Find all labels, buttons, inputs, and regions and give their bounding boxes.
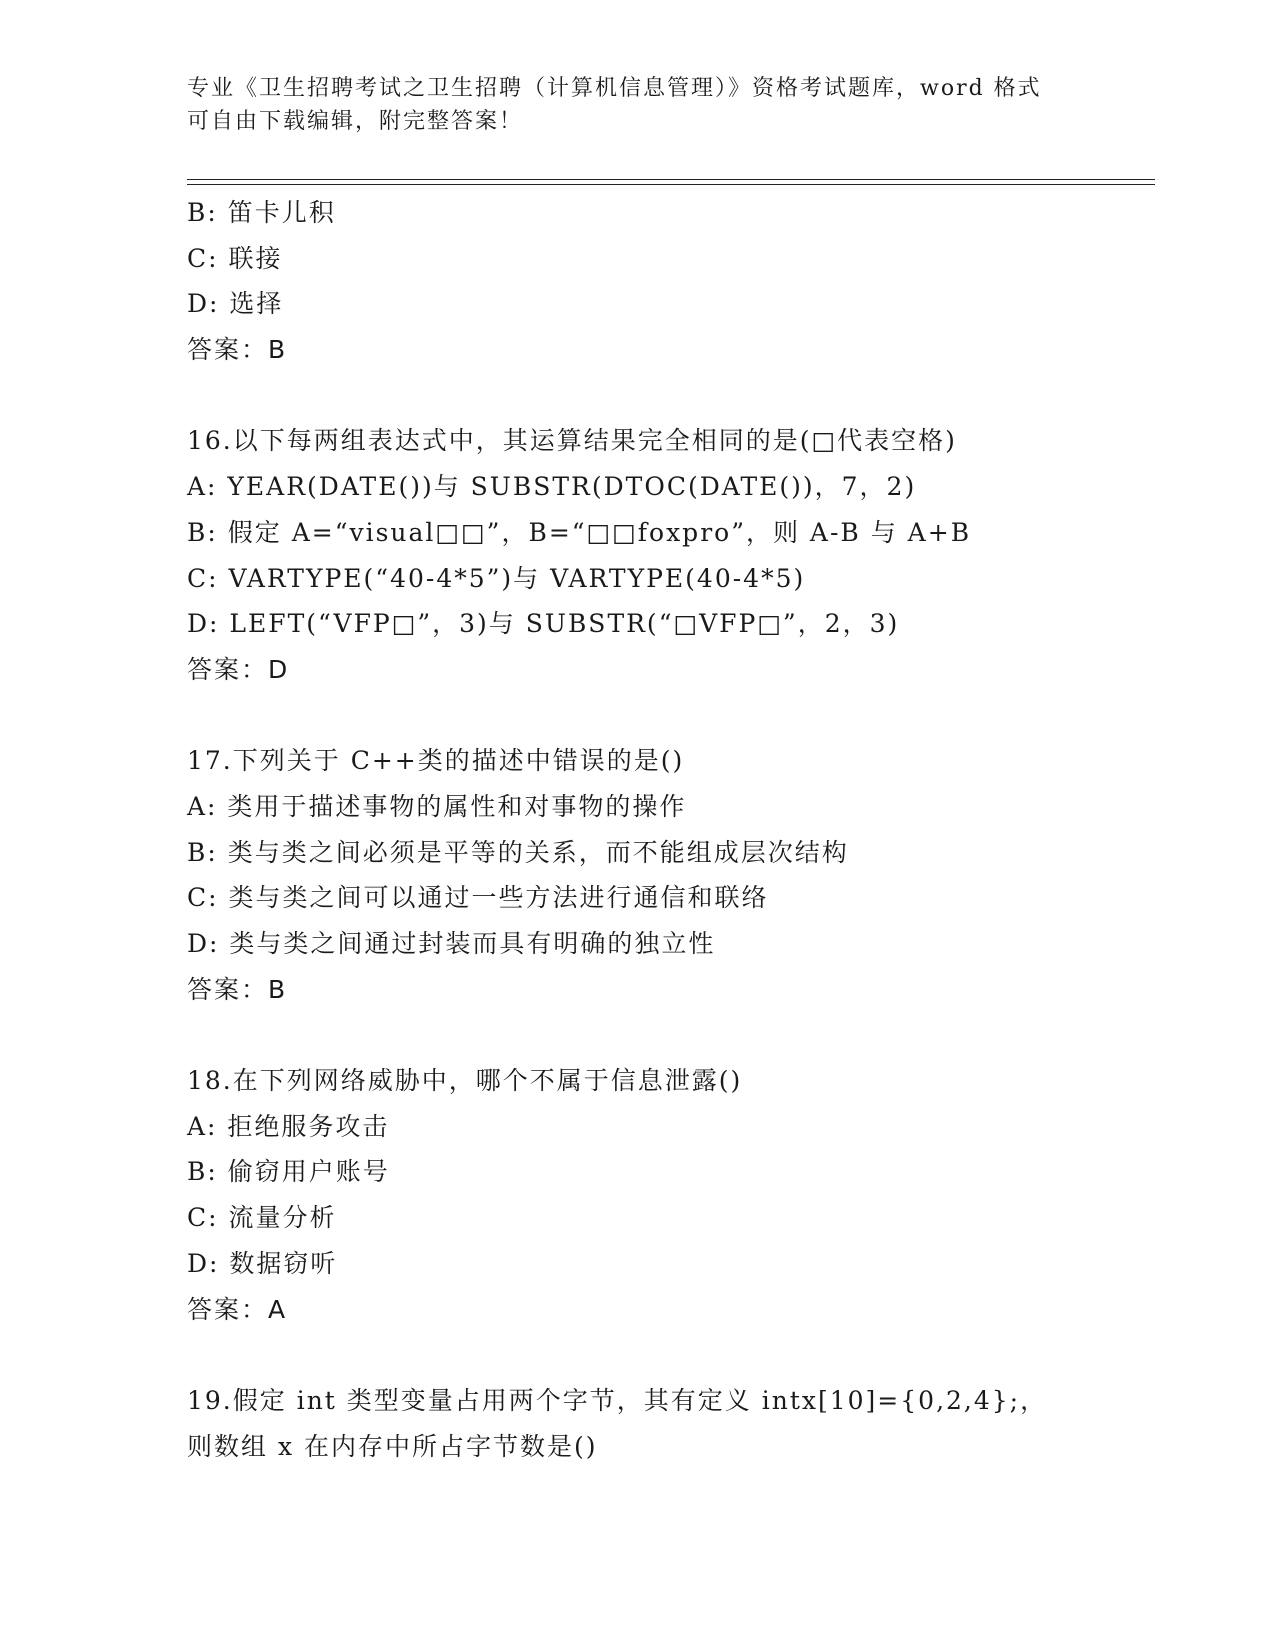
option-a: A: 类用于描述事物的属性和对事物的操作: [187, 791, 687, 821]
option-b: B: 偷窃用户账号: [187, 1157, 390, 1187]
header-rule-bottom: [187, 184, 1155, 185]
answer: 答案：B: [187, 974, 288, 1004]
document-header: [187, 72, 1087, 138]
option-d: D: LEFT(“VFP□”，3)与 SUBSTR(“□VFP□”，2，3): [187, 609, 900, 639]
spacer: [187, 373, 1147, 419]
option-c: C: VARTYPE(“40-4*5”)与 VARTYPE(40-4*5): [187, 563, 806, 593]
option-d: D: 数据窃听: [187, 1248, 338, 1278]
spacer: [187, 1332, 1147, 1378]
option-a: A: YEAR(DATE())与 SUBSTR(DTOC(DATE())，7，2): [187, 472, 917, 502]
question-16: [187, 418, 1147, 692]
question-text: 17.下列关于 C++类的描述中错误的是(): [187, 746, 685, 776]
header-line-1: 专业《卫生招聘考试之卫生招聘（计算机信息管理）》资格考试题库，word 格式: [187, 76, 1042, 101]
question-18: [187, 1058, 1147, 1332]
question-15-tail: [187, 190, 1147, 373]
question-text-line-1: 19.假定 int 类型变量占用两个字节，其有定义 intx[10]={0,2,4};，: [187, 1385, 1048, 1415]
option-b: B: 类与类之间必须是平等的关系，而不能组成层次结构: [187, 837, 849, 867]
option-c: C: 类与类之间可以通过一些方法进行通信和联络: [187, 883, 769, 913]
option-d: D: 选择: [187, 289, 284, 319]
spacer: [187, 693, 1147, 739]
option-b: B: 笛卡儿积: [187, 198, 336, 227]
answer: 答案：A: [187, 1294, 288, 1324]
question-19: [187, 1378, 1147, 1469]
question-text-line-2: 则数组 x 在内存中所占字节数是(): [187, 1431, 598, 1461]
question-list: [187, 190, 1147, 1469]
answer: 答案：B: [187, 335, 288, 365]
option-d: D: 类与类之间通过封装而具有明确的独立性: [187, 929, 716, 958]
question-text: 18.在下列网络威胁中，哪个不属于信息泄露(): [187, 1066, 743, 1096]
header-line-2: 可自由下载编辑，附完整答案！: [187, 109, 524, 134]
header-rule-top: [187, 179, 1155, 180]
answer: 答案：D: [187, 654, 290, 684]
option-b: B: 假定 A=“visual□□”，B=“□□foxpro”，则 A-B 与 A+B: [187, 517, 972, 547]
option-c: C: 流量分析: [187, 1203, 337, 1233]
question-17: [187, 738, 1147, 1012]
option-c: C: 联接: [187, 243, 283, 273]
option-a: A: 拒绝服务攻击: [187, 1111, 390, 1141]
question-text: 16.以下每两组表达式中，其运算结果完全相同的是(□代表空格): [187, 426, 957, 456]
spacer: [187, 1012, 1147, 1058]
